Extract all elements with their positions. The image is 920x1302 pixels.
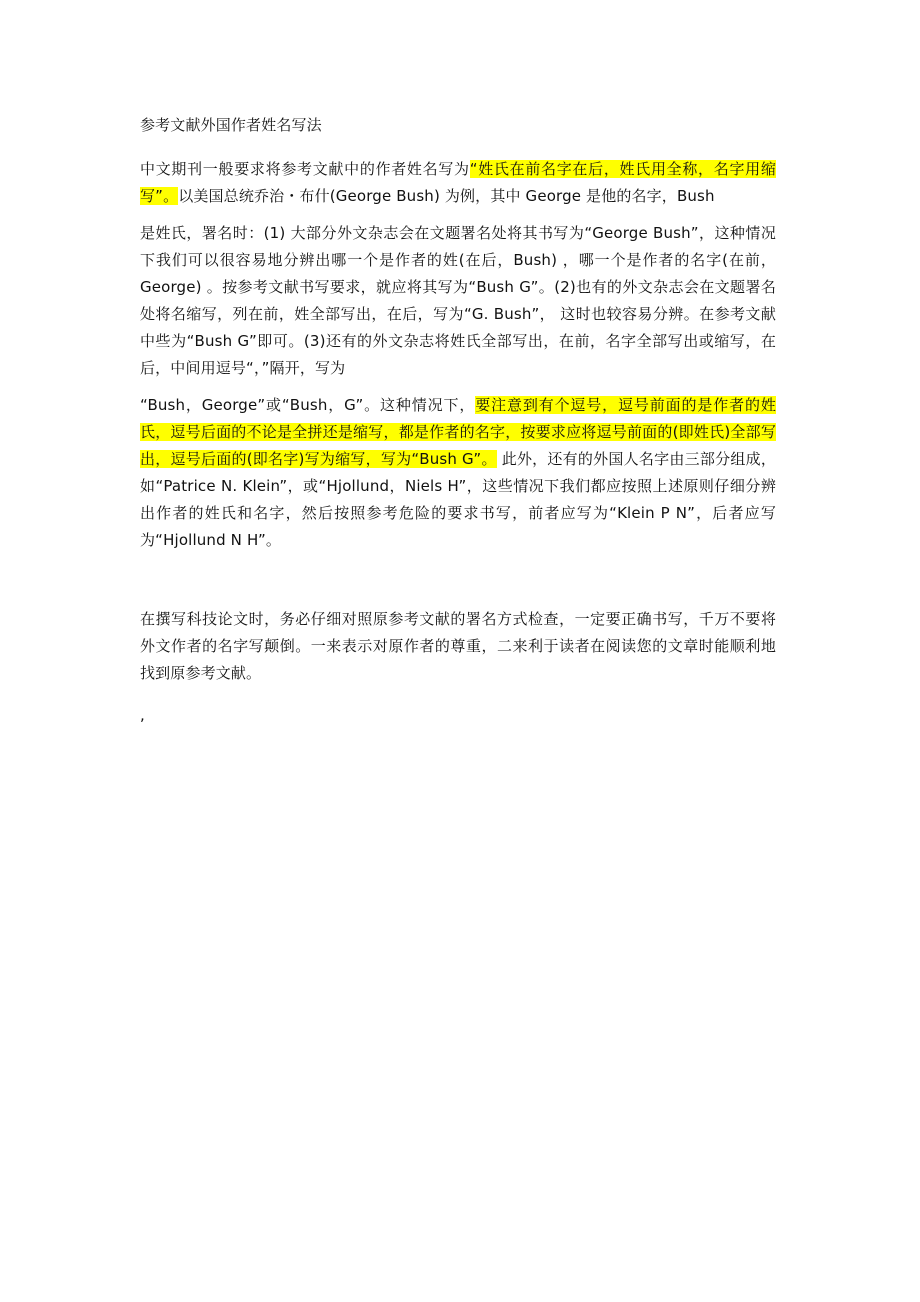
paragraph-text: 中文期刊一般要求将参考文献中的作者姓名写为: [140, 160, 470, 178]
paragraph-text: “Bush，George”或“Bush，G”。这种情况下，: [140, 396, 476, 414]
paragraph-text: 此外，还有的外国人名字由三部分组成，如“Patrice N. Klein”，或“Hjollund，Niels H”，这些情况下我们都应按照上述原则仔细分辨出作者的姓氏和名字，然后按照参考危险的要求书写，前者应写为“Klein P N”，后者应写为“Hjollund N H”。: [140, 450, 776, 549]
paragraph-signature-cases: 是姓氏，署名时：(1) 大部分外文杂志会在文题署名处将其书写为“George Bush”，这种情况下我们可以很容易地分辨出哪一个是作者的姓(在后，Bush) ，哪一个是作者的名字(在前，George) 。按参考文献书写要求，就应将其写为“Bush G”。(2)也有的外文杂志会在文题署名处将名缩写，列在前，姓全部写出，在后，写为“G. Bush”， 这时也较容易分辨。在参考文献中些为“Bush G”即可。(3)还有的外文杂志将姓氏全部写出，在前，名字全部写出或缩写，在后，中间用逗号“，”隔开，写为: [140, 224, 776, 377]
paragraph-text: 以美国总统乔治・布什(George Bush) 为例，其中 George 是他的名字，Bush: [178, 187, 715, 205]
trailing-comma-mark: ,: [140, 706, 145, 724]
paragraph-name-format-rule: [140, 156, 776, 210]
highlighted-text: “姓氏在前名字在后，姓氏用全称，名字用缩写”。: [140, 160, 777, 205]
highlighted-text: 要注意到有个逗号，逗号前面的是作者的姓氏，逗号后面的不论是全拼还是缩写，都是作者的名字，按要求应将逗号前面的(即姓氏)全部写出，逗号后面的(即名字)写为缩写，写为“Bush G”。: [140, 396, 776, 468]
document-title: 参考文献外国作者姓名写法: [140, 116, 322, 134]
paragraph-writing-advice: 在撰写科技论文时，务必仔细对照原参考文献的署名方式检查，一定要正确书写，千万不要将外文作者的名字写颠倒。一来表示对原作者的尊重，二来利于读者在阅读您的文章时能顺利地找到原参考文献。: [140, 610, 776, 682]
document-body: [140, 112, 776, 729]
blank-line-gap: [140, 554, 776, 606]
paragraph-comma-case: [140, 392, 776, 554]
